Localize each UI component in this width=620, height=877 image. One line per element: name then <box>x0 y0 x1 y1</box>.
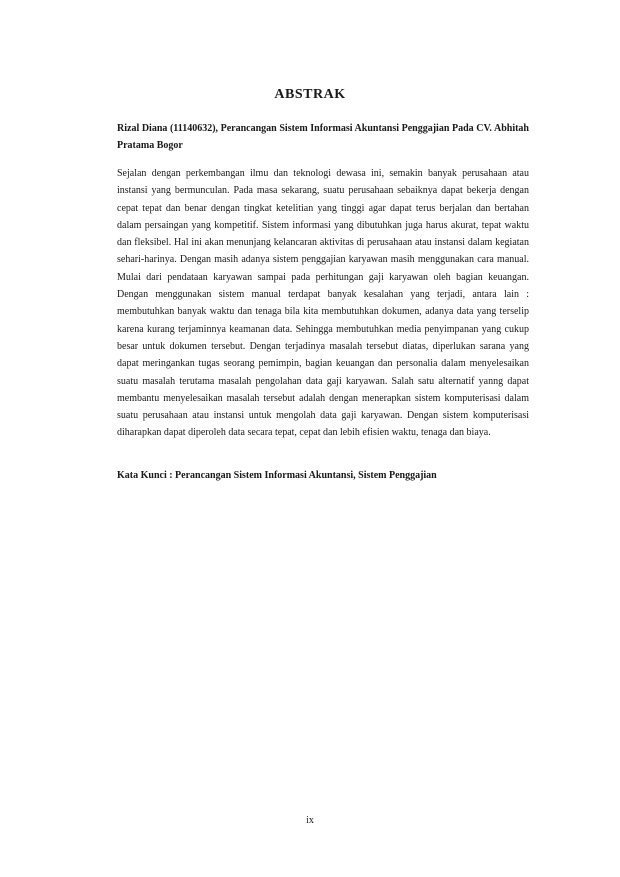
page-number: ix <box>306 815 314 826</box>
author-citation: Rizal Diana (11140632), Perancangan Sistem Informasi Akuntansi Penggajian Pada CV. Abhitah Pratama Bogor <box>117 123 529 151</box>
abstract-title: ABSTRAK <box>274 87 346 102</box>
keywords-line: Kata Kunci : Perancangan Sistem Informasi Akuntansi, Sistem Penggajian <box>117 470 437 481</box>
abstract-body: Sejalan dengan perkembangan ilmu dan teknologi dewasa ini, semakin banyak perusahaan atau instansi yang bermunculan. Pada masa sekarang, suatu perusahaan sebaiknya dapat bekerja dengan cepat tepat dan benar dengan tingkat ketelitian yang tinggi agar dapat terus berjalan dan bertahan dalam persaingan yang kompetitif. Sistem informasi yang dibutuhkan juga harus akurat, tepat waktu dan fleksibel. Hal ini akan menunjang kelancaran aktivitas di perusahaan atau instansi dalam kegiatan sehari-harinya. Dengan masih adanya sistem penggajian karyawan masih menggunakan cara manual. Mulai dari pendataan karyawan sampai pada perhitungan gaji karyawan oleh bagian keuangan. Dengan menggunakan sistem manual terdapat banyak kesalahan yang terjadi, antara lain : membutuhkan banyak waktu dan tenaga bila kita membutuhkan dokumen, adanya data yang terselip karena kurang terjaminnya keamanan data. Sehingga membutuhkan media penyimpanan yang cukup besar untuk dokumen tersebut. Dengan terjadinya masalah tersebut diatas, diperlukan sarana yang dapat meringankan tugas seorang pemimpin, bagian keuangan dan personalia dalam menyelesaikan suatu masalah terutama masalah pengolahan data gaji karyawan. Salah satu alternatif yanng dapat membantu menyelesaikan masalah tersebut adalah dengan menerapkan sistem komputerisasi dalam suatu perusahaan atau instansi untuk mengolah data gaji karyawan. Dengan sistem komputerisasi diharapkan dapat diperoleh data secara tepat, cepat dan lebih efisien waktu, tenaga dan biaya. <box>117 168 529 439</box>
